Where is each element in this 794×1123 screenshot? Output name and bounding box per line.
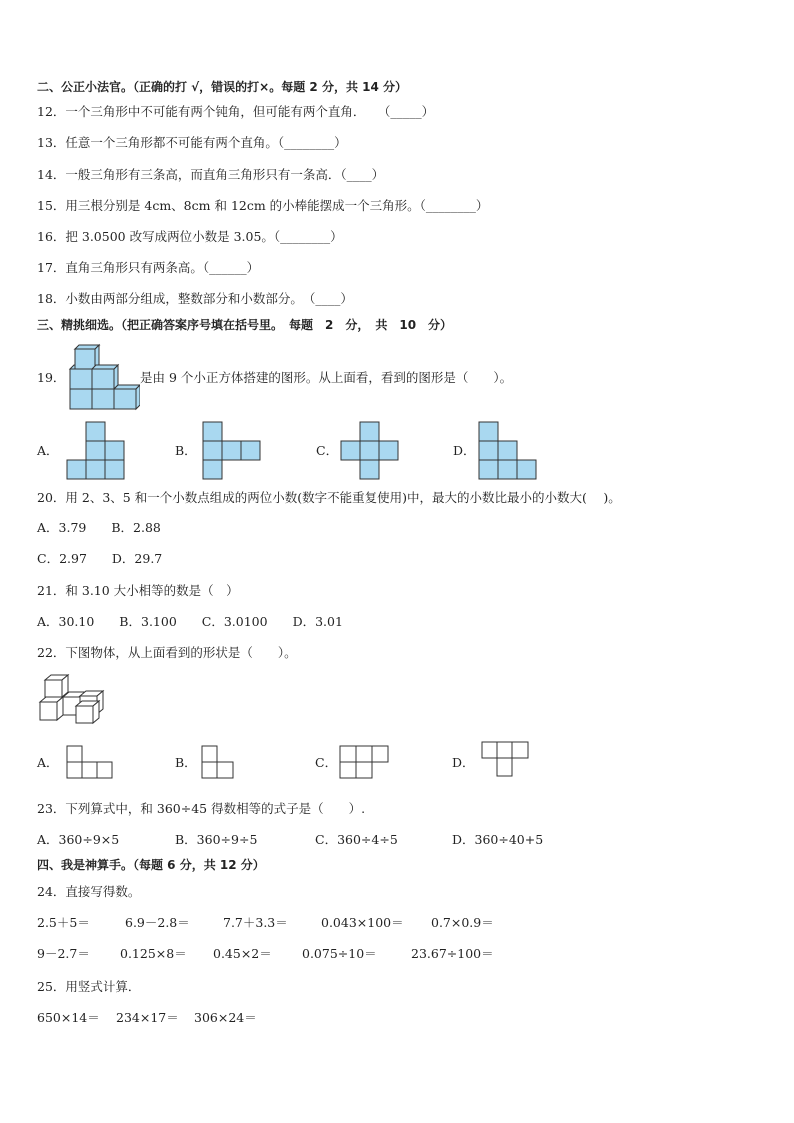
q25-item: 234×17＝ bbox=[116, 1010, 179, 1025]
question-13: 13．任意一个三角形都不可能有两个直角。（________） bbox=[37, 135, 347, 150]
question-12: 12．一个三角形中不可能有两个钝角，但可能有两个直角． （_____） bbox=[37, 104, 435, 119]
q22-cube-figure bbox=[38, 674, 110, 726]
question-20-options-2: C．2.97 D．29.7 bbox=[37, 551, 163, 566]
question-16: 16．把 3.0500 改写成两位小数是 3.05。（________） bbox=[37, 229, 343, 244]
q24-item: 7.7＋3.3＝ bbox=[223, 915, 288, 930]
q25-item: 650×14＝ bbox=[37, 1010, 100, 1025]
q23-option-b: B．360÷9÷5 bbox=[175, 832, 258, 847]
q23-option-c: C．360÷4÷5 bbox=[315, 832, 398, 847]
q19-option-b-figure bbox=[202, 421, 262, 481]
q24-item: 0.7×0.9＝ bbox=[431, 915, 494, 930]
q24-item: 23.67÷100＝ bbox=[411, 946, 494, 961]
q24-item: 9－2.7＝ bbox=[37, 946, 90, 961]
q24-item: 0.125×8＝ bbox=[120, 946, 187, 961]
question-20-options-1: A．3.79 B．2.88 bbox=[37, 520, 161, 535]
question-20: 20．用 2、3、5 和一个小数点组成的两位小数(数字不能重复使用)中，最大的小数比最小的小数大( )。 bbox=[37, 490, 621, 505]
question-24: 24．直接写得数。 bbox=[37, 884, 141, 899]
question-21-options: A．30.10 B．3.100 C．3.0100 D．3.01 bbox=[37, 614, 343, 629]
q19-option-d-figure bbox=[478, 421, 538, 481]
q19-option-d-label: D． bbox=[453, 443, 476, 458]
q24-item: 6.9－2.8＝ bbox=[125, 915, 190, 930]
q19-option-a-figure bbox=[66, 421, 126, 481]
question-22: 22．下图物体，从上面看到的形状是（ ）。 bbox=[37, 645, 297, 660]
question-21: 21．和 3.10 大小相等的数是（ ） bbox=[37, 583, 239, 598]
question-15: 15．用三根分别是 4cm、8cm 和 12cm 的小棒能摆成一个三角形。（________） bbox=[37, 198, 489, 213]
q19-option-c-figure bbox=[340, 421, 400, 481]
question-18: 18．小数由两部分组成，整数部分和小数部分。 （____） bbox=[37, 291, 353, 306]
section4-title: 四、我是神算手。（每题 6 分，共 12 分） bbox=[37, 858, 265, 872]
question-19-text: 是由 9 个小正方体搭建的图形。从上面看，看到的图形是（ ）。 bbox=[140, 370, 513, 385]
q23-option-d: D．360÷40+5 bbox=[452, 832, 544, 847]
q22-option-c-figure bbox=[339, 745, 391, 781]
q22-option-d-label: D． bbox=[452, 755, 475, 770]
q24-item: 2.5＋5＝ bbox=[37, 915, 90, 930]
question-19-number: 19． bbox=[37, 370, 66, 385]
q22-option-b-label: B． bbox=[175, 755, 197, 770]
question-17: 17．直角三角形只有两条高。（______） bbox=[37, 260, 260, 275]
section2-title: 二、公正小法官。（正确的打 √，错误的打×。每题 2 分，共 14 分） bbox=[37, 80, 407, 94]
q19-cube-figure bbox=[68, 343, 140, 411]
q22-option-a-figure bbox=[66, 745, 116, 781]
q19-option-a-label: A． bbox=[37, 443, 59, 458]
q19-option-b-label: B． bbox=[175, 443, 197, 458]
q22-option-b-figure bbox=[201, 745, 237, 781]
q24-item: 0.043×100＝ bbox=[321, 915, 404, 930]
q22-option-c-label: C． bbox=[315, 755, 338, 770]
section3-title: 三、精挑细选。（把正确答案序号填在括号里。 每题 2 分， 共 10 分） bbox=[37, 318, 453, 332]
question-14: 14．一般三角形有三条高，而直角三角形只有一条高．（____） bbox=[37, 167, 385, 182]
q25-item: 306×24＝ bbox=[194, 1010, 257, 1025]
q22-option-a-label: A． bbox=[37, 755, 59, 770]
q22-option-d-figure bbox=[481, 741, 533, 779]
q24-item: 0.45×2＝ bbox=[213, 946, 272, 961]
q24-item: 0.075÷10＝ bbox=[302, 946, 377, 961]
question-25: 25．用竖式计算． bbox=[37, 979, 141, 994]
question-23: 23．下列算式中，和 360÷45 得数相等的式子是（ ）. bbox=[37, 801, 366, 816]
q19-option-c-label: C． bbox=[316, 443, 339, 458]
q23-option-a: A．360÷9×5 bbox=[37, 832, 120, 847]
